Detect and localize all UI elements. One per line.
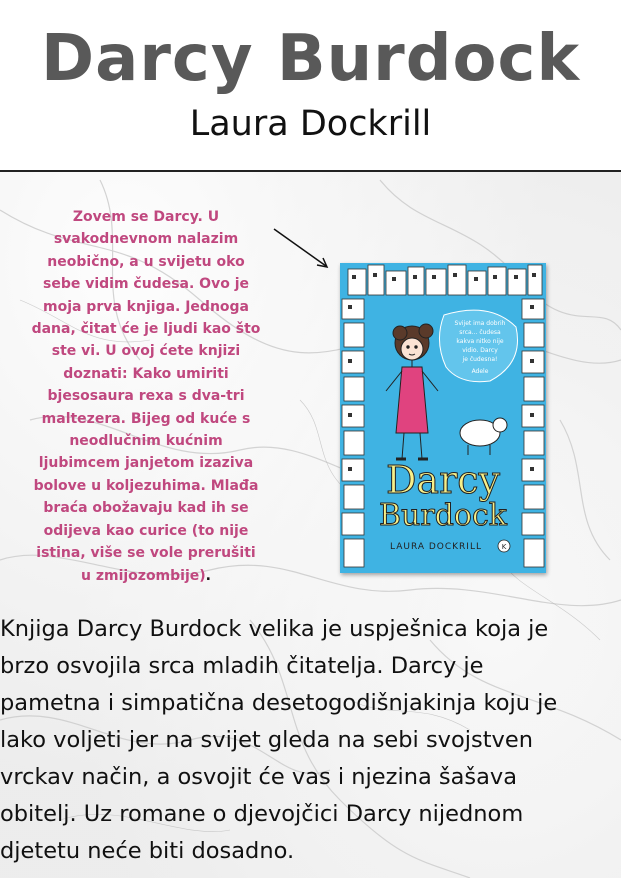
book-title: Darcy Burdock xyxy=(41,22,580,96)
description-line: vrckav način, a osvojit će vas i njezina šašava xyxy=(0,764,518,790)
header-divider xyxy=(0,170,621,172)
header-panel xyxy=(0,0,621,172)
cover-title-line-2: Burdock xyxy=(379,498,507,533)
cover-title-line-1: Darcy xyxy=(385,458,501,502)
book-cover-art xyxy=(340,263,546,573)
blurb-text xyxy=(30,206,262,587)
author-name: Laura Dockrill xyxy=(189,104,432,144)
cover-quote-line-5: je čudesna! xyxy=(462,356,498,363)
blurb-end-mark: . xyxy=(205,567,211,584)
arrow-icon xyxy=(270,224,334,274)
description-line: lako voljeti jer na svijet gleda na sebi svojstven xyxy=(0,727,533,753)
description-line: brzo osvojila srca mladih čitatelja. Darcy je xyxy=(0,653,484,679)
description-line: djetetu neće biti dosadno. xyxy=(0,838,295,864)
svg-text:K: K xyxy=(501,543,507,551)
description-line: pametna i simpatična desetogodišnjakinja koju je xyxy=(0,690,558,716)
book-cover xyxy=(340,263,546,573)
cover-quote-attribution: Adele xyxy=(471,368,489,375)
cover-quote-line-4: vidio. Darcy xyxy=(462,347,498,354)
cover-quote-line-2: srca... čudesa xyxy=(459,329,501,336)
cover-quote-line-3: kakva nitko nije xyxy=(456,338,504,345)
blurb-body: Zovem se Darcy. U svakodnevnom nalazim neobično, a u svijetu oko sebe vidim čudesa. Ovo je moja prva knjiga. Jednoga dana, čitat će je ljudi kao što ste vi. U ovoj ćete knjizi doznati: Kako umiriti bjesosaura rexa s dva-tri maltezera. Bijeg od kuće s neodlučnim kućnim ljubimcem janjetom izaziva bolove u koljezuhima. Mlađa braća obožavaju kad ih se odijeva kao curice (to nije istina, više se vole prerušiti u zmijozombije) xyxy=(31,209,261,584)
description-line: obitelj. Uz romane o djevojčici Darcy nijednom xyxy=(0,801,524,827)
description-line: Knjiga Darcy Burdock velika je uspješnica koja je xyxy=(0,616,549,642)
description-paragraph xyxy=(0,611,621,870)
cover-author: LAURA DOCKRILL xyxy=(389,542,483,552)
cover-quote-line-1: Svijet ima dobrih xyxy=(454,320,506,327)
